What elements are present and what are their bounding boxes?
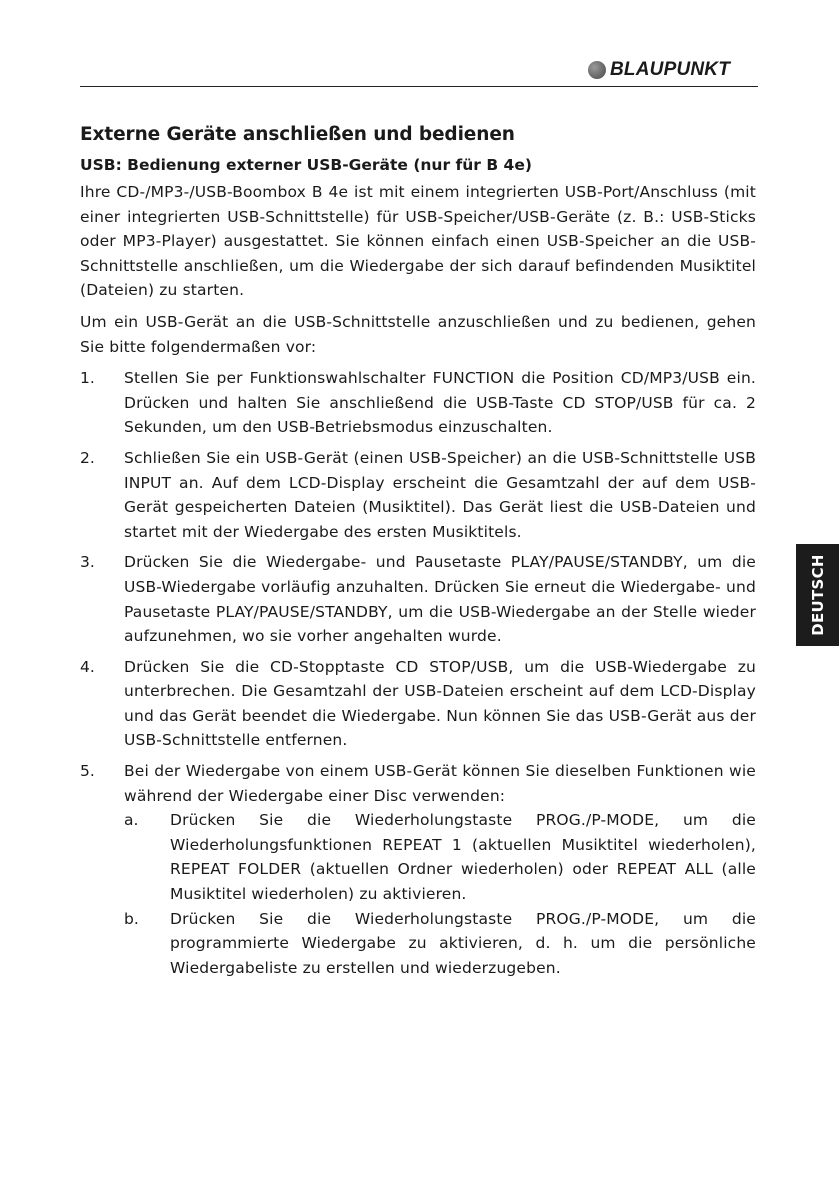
page-content [80, 122, 756, 986]
substep-letter: b. [124, 909, 139, 928]
substep-text: Drücken Sie die Wiederholungstaste PROG./P-MODE, um die Wiederholungsfunktionen REPEAT 1 (aktuellen Musiktitel wiederholen), REPEAT FOLDER (aktuellen Ordner wiederholen) oder REPEAT ALL (alle Musiktitel wiederholen) zu aktivieren. [170, 811, 756, 904]
list-item [80, 759, 756, 980]
intro-paragraph: Ihre CD-/MP3-/USB-Boombox B 4e ist mit einem integrierten USB-Port/Anschluss (mit einer integrierten USB-Schnittstelle) für USB-Speicher/USB-Geräte (z. B.: USB-Sticks oder MP3-Player) ausgestattet. Sie können einfach einen USB-Speicher an die USB-Schnittstelle anschließen, um die Wiedergabe der sich darauf befindenden Musiktitel (Dateien) zu starten. [80, 183, 756, 300]
step-text: Drücken Sie die CD-Stopptaste CD STOP/USB, um die USB-Wiedergabe zu unterbrechen. Die Gesamtzahl der USB-Dateien erscheint auf dem LCD-Display und das Gerät beendet die Wiedergabe. Nun können Sie das USB-Gerät aus der USB-Schnittstelle entfernen. [124, 657, 756, 750]
page-title: Externe Geräte anschließen und bedienen [80, 124, 515, 145]
step-number: 5. [80, 762, 95, 781]
step-text: Schließen Sie ein USB-Gerät (einen USB-Speicher) an die USB-Schnittstelle USB INPUT an. Auf dem LCD-Display erscheint die Gesamtzahl der auf dem USB-Gerät gespeicherten Dateien (Musiktitel). Das Gerät liest die USB-Dateien und startet mit der Wiedergabe des ersten Musiktitels. [124, 448, 756, 541]
step-text: Stellen Sie per Funktionswahlschalter FUNCTION die Position CD/MP3/USB ein. Drücken und halten Sie anschließend die USB-Taste CD STOP/USB für ca. 2 Sekunden, um den USB-Betriebsmodus einzuschalten. [124, 369, 756, 437]
brand-name: BLAUPUNKT [610, 59, 731, 80]
list-item [80, 655, 756, 753]
substep-item [124, 808, 756, 906]
section-subtitle: USB: Bedienung externer USB-Geräte (nur für B 4e) [80, 156, 532, 174]
step-number: 1. [80, 369, 95, 388]
lead-paragraph: Um ein USB-Gerät an die USB-Schnittstelle anzuschließen und zu bedienen, gehen Sie bitte folgendermaßen vor: [80, 312, 756, 356]
step-text: Bei der Wiedergabe von einem USB-Gerät können Sie dieselben Funktionen wie während der Wiedergabe einer Disc verwenden: [124, 762, 756, 805]
substep-letter: a. [124, 811, 139, 830]
step-number: 3. [80, 553, 95, 572]
list-item [80, 446, 756, 544]
language-tab-label: DEUTSCH [808, 554, 827, 636]
header-divider [80, 86, 758, 87]
step-text: Drücken Sie die Wiedergabe- und Pausetaste PLAY/PAUSE/STANDBY, um die USB-Wiedergabe vorläufig anzuhalten. Drücken Sie erneut die Wiedergabe- und Pausetaste PLAY/PAUSE/STANDBY, um die USB-Wiedergabe an der Stelle wieder aufzunehmen, wo sie vorher angehalten wurde. [124, 553, 756, 646]
step-number: 4. [80, 657, 95, 676]
logo-dot-icon [588, 61, 606, 79]
substep-item [124, 907, 756, 981]
brand-logo [588, 60, 730, 80]
list-item [80, 366, 756, 440]
steps-list [80, 366, 756, 980]
list-item [80, 550, 756, 648]
substep-text: Drücken Sie die Wiederholungstaste PROG./P-MODE, um die programmierte Wiedergabe zu aktivieren, d. h. um die persönliche Wiedergabeliste zu erstellen und wiederzugeben. [170, 909, 756, 977]
step-number: 2. [80, 448, 95, 467]
language-tab [796, 544, 839, 646]
